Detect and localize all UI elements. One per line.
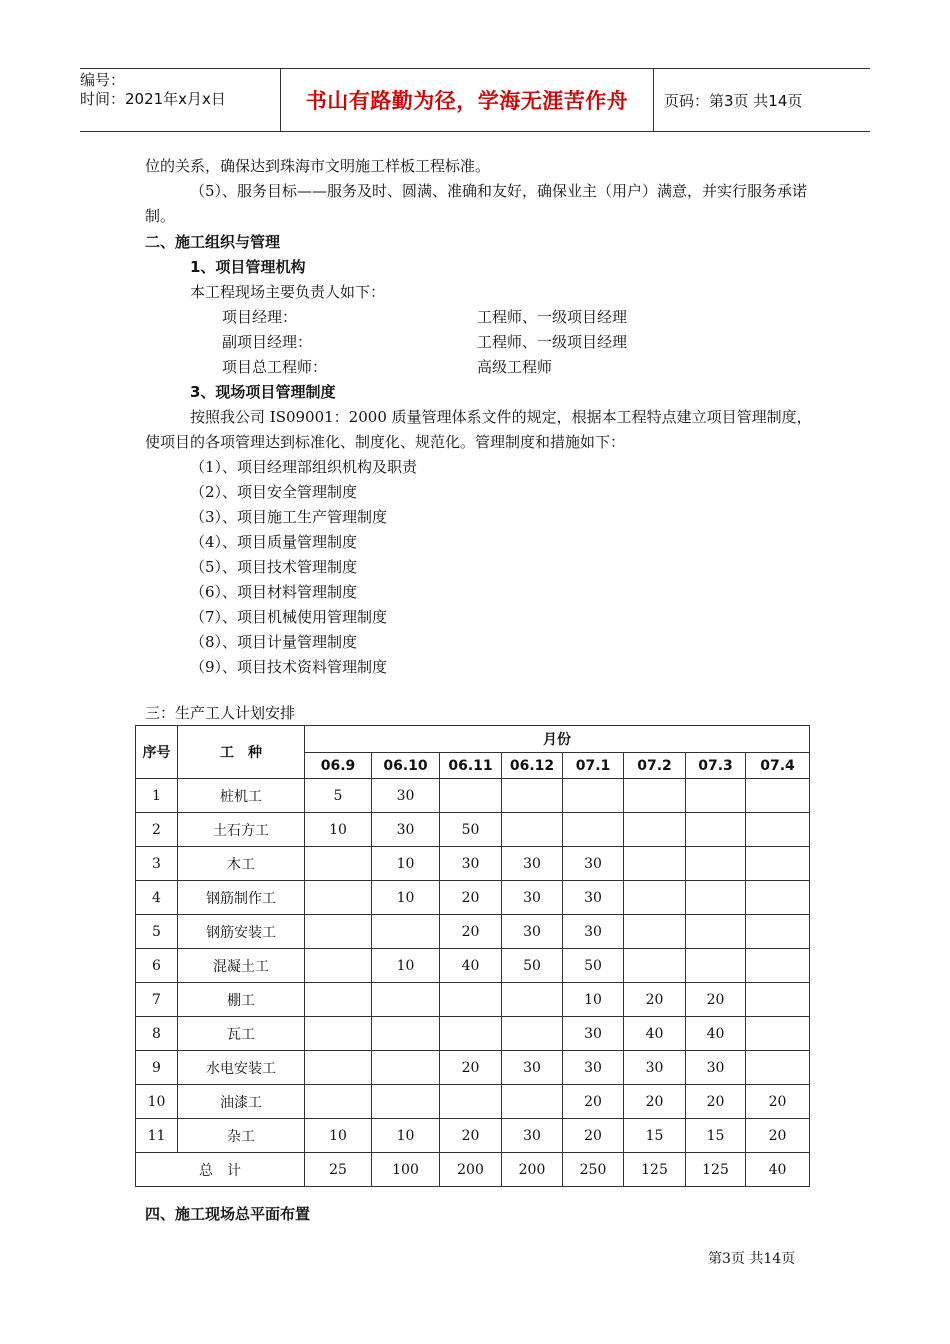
- count-cell: 40: [624, 1017, 686, 1051]
- count-cell: [746, 915, 810, 949]
- count-cell: [624, 813, 686, 847]
- header-motto: 书山有路勤为径，学海无涯苦作舟: [280, 69, 654, 131]
- count-cell: 30: [563, 915, 624, 949]
- count-cell: [686, 881, 746, 915]
- count-cell: [440, 779, 502, 813]
- count-cell: 30: [563, 1051, 624, 1085]
- count-cell: 10: [372, 847, 440, 881]
- count-cell: [624, 949, 686, 983]
- subsection-3-title: 3、现场项目管理制度: [190, 383, 336, 401]
- count-cell: [624, 915, 686, 949]
- count-cell: [305, 847, 372, 881]
- count-cell: [746, 779, 810, 813]
- row-number-cell: 11: [136, 1119, 178, 1153]
- staff-intro: 本工程现场主要负责人如下：: [190, 283, 386, 301]
- staff-role: 项目总工程师：: [222, 358, 328, 376]
- count-cell: [502, 1085, 563, 1119]
- header-type: 工 种: [178, 726, 305, 779]
- count-cell: [502, 779, 563, 813]
- month-cell: 06.10: [372, 753, 440, 779]
- worker-type-cell: 水电安装工: [178, 1051, 305, 1085]
- system-item: （7）、项目机械使用管理制度: [190, 608, 388, 626]
- table-body: [136, 779, 810, 1153]
- count-cell: [372, 983, 440, 1017]
- count-cell: [502, 1017, 563, 1051]
- month-cell: 07.1: [563, 753, 624, 779]
- staff-title: 高级工程师: [477, 358, 553, 376]
- worker-type-cell: 钢筋制作工: [178, 881, 305, 915]
- worker-type-cell: 钢筋安装工: [178, 915, 305, 949]
- header-number: 编号：: [80, 71, 126, 89]
- count-cell: [624, 847, 686, 881]
- body-line-1: 位的关系，确保达到珠海市文明施工样板工程标准。: [145, 157, 491, 175]
- count-cell: [563, 813, 624, 847]
- total-cell: 125: [686, 1153, 746, 1187]
- count-cell: [372, 1085, 440, 1119]
- staff-role: 项目经理：: [222, 308, 298, 326]
- staff-role: 副项目经理：: [222, 333, 313, 351]
- count-cell: 10: [372, 1119, 440, 1153]
- worker-type-cell: 杂工: [178, 1119, 305, 1153]
- count-cell: 30: [440, 847, 502, 881]
- total-cell: 250: [563, 1153, 624, 1187]
- count-cell: 20: [440, 881, 502, 915]
- system-item: （4）、项目质量管理制度: [190, 533, 358, 551]
- row-number-cell: 7: [136, 983, 178, 1017]
- system-item: （2）、项目安全管理制度: [190, 483, 358, 501]
- count-cell: [746, 847, 810, 881]
- count-cell: 20: [624, 983, 686, 1017]
- count-cell: 10: [563, 983, 624, 1017]
- count-cell: 20: [440, 915, 502, 949]
- system-item: （9）、项目技术资料管理制度: [190, 658, 388, 676]
- count-cell: 30: [502, 1051, 563, 1085]
- count-cell: 30: [372, 813, 440, 847]
- header-date: 时间：2021年x月x日: [80, 90, 226, 108]
- paragraph-line-2: 使项目的各项管理达到标准化、制度化、规范化。管理制度和措施如下：: [145, 433, 626, 451]
- count-cell: 40: [440, 949, 502, 983]
- count-cell: 30: [624, 1051, 686, 1085]
- total-cell: 100: [372, 1153, 440, 1187]
- body-line-3: 制。: [145, 207, 176, 225]
- body-line-2: （5）、服务目标——服务及时、圆满、准确和友好，确保业主（用户）满意，并实行服务承诺: [190, 182, 808, 200]
- count-cell: [440, 983, 502, 1017]
- count-cell: 20: [563, 1085, 624, 1119]
- subsection-1-title: 1、项目管理机构: [190, 258, 306, 276]
- count-cell: [686, 813, 746, 847]
- count-cell: [305, 1085, 372, 1119]
- count-cell: 30: [502, 915, 563, 949]
- row-number-cell: 10: [136, 1085, 178, 1119]
- header-page: 页码：第3页 共14页: [664, 91, 803, 110]
- count-cell: [746, 1051, 810, 1085]
- table-row: [136, 1017, 810, 1051]
- count-cell: 20: [440, 1051, 502, 1085]
- count-cell: 10: [372, 949, 440, 983]
- count-cell: 30: [372, 779, 440, 813]
- count-cell: 30: [563, 847, 624, 881]
- month-cell: 07.3: [686, 753, 746, 779]
- count-cell: [305, 1017, 372, 1051]
- month-cell: 06.9: [305, 753, 372, 779]
- count-cell: 10: [372, 881, 440, 915]
- count-cell: 20: [746, 1085, 810, 1119]
- row-number-cell: 8: [136, 1017, 178, 1051]
- staff-title: 工程师、一级项目经理: [477, 333, 628, 351]
- count-cell: [746, 983, 810, 1017]
- section-3-title: 三：生产工人计划安排: [145, 704, 296, 722]
- system-item: （6）、项目材料管理制度: [190, 583, 358, 601]
- header-month: 月份: [305, 726, 810, 753]
- worker-type-cell: 油漆工: [178, 1085, 305, 1119]
- count-cell: [305, 949, 372, 983]
- total-cell: 40: [746, 1153, 810, 1187]
- total-cell: 200: [502, 1153, 563, 1187]
- system-item: （8）、项目计量管理制度: [190, 633, 358, 651]
- count-cell: 5: [305, 779, 372, 813]
- count-cell: [440, 1017, 502, 1051]
- table-row: [136, 915, 810, 949]
- count-cell: 30: [502, 881, 563, 915]
- table-row: [136, 1085, 810, 1119]
- paragraph-line-1: 按照我公司 IS09001：2000 质量管理体系文件的规定，根据本工程特点建立项目管理制度，: [190, 408, 812, 426]
- count-cell: 20: [686, 983, 746, 1017]
- count-cell: 50: [563, 949, 624, 983]
- count-cell: [624, 779, 686, 813]
- count-cell: 15: [686, 1119, 746, 1153]
- system-item: （3）、项目施工生产管理制度: [190, 508, 388, 526]
- count-cell: [746, 949, 810, 983]
- worker-type-cell: 瓦工: [178, 1017, 305, 1051]
- count-cell: [746, 881, 810, 915]
- count-cell: [746, 813, 810, 847]
- count-cell: [624, 881, 686, 915]
- row-number-cell: 6: [136, 949, 178, 983]
- count-cell: [686, 949, 746, 983]
- table-row: [136, 881, 810, 915]
- header-no: 序号: [136, 726, 178, 779]
- count-cell: [372, 1017, 440, 1051]
- month-cell: 06.12: [502, 753, 563, 779]
- count-cell: [563, 779, 624, 813]
- count-cell: [502, 813, 563, 847]
- row-number-cell: 4: [136, 881, 178, 915]
- staff-title: 工程师、一级项目经理: [477, 308, 628, 326]
- row-number-cell: 9: [136, 1051, 178, 1085]
- count-cell: [305, 881, 372, 915]
- header-meta: [80, 69, 280, 131]
- worker-type-cell: 棚工: [178, 983, 305, 1017]
- count-cell: 30: [502, 847, 563, 881]
- count-cell: [686, 847, 746, 881]
- count-cell: 50: [440, 813, 502, 847]
- table-row: [136, 1119, 810, 1153]
- count-cell: 20: [624, 1085, 686, 1119]
- count-cell: 30: [686, 1051, 746, 1085]
- total-cell: 125: [624, 1153, 686, 1187]
- table-row: [136, 847, 810, 881]
- count-cell: 20: [563, 1119, 624, 1153]
- section-4-title: 四、施工现场总平面布置: [145, 1205, 311, 1223]
- count-cell: 15: [624, 1119, 686, 1153]
- count-cell: 20: [686, 1085, 746, 1119]
- count-cell: [502, 983, 563, 1017]
- month-cell: 07.2: [624, 753, 686, 779]
- total-cell: 25: [305, 1153, 372, 1187]
- worker-type-cell: 土石方工: [178, 813, 305, 847]
- table-row: [136, 983, 810, 1017]
- month-cell: 07.4: [746, 753, 810, 779]
- table-row: [136, 1051, 810, 1085]
- count-cell: 20: [440, 1119, 502, 1153]
- count-cell: [305, 1051, 372, 1085]
- count-cell: [372, 915, 440, 949]
- count-cell: 30: [563, 1017, 624, 1051]
- count-cell: 10: [305, 813, 372, 847]
- row-number-cell: 5: [136, 915, 178, 949]
- total-label: 总 计: [136, 1153, 305, 1187]
- count-cell: [686, 915, 746, 949]
- worker-type-cell: 桩机工: [178, 779, 305, 813]
- count-cell: [305, 983, 372, 1017]
- workforce-table: [135, 725, 810, 1187]
- section-2-title: 二、施工组织与管理: [145, 233, 281, 251]
- count-cell: 30: [502, 1119, 563, 1153]
- count-cell: [372, 1051, 440, 1085]
- count-cell: 10: [305, 1119, 372, 1153]
- table-row: [136, 949, 810, 983]
- table-total-row: [136, 1153, 810, 1187]
- worker-type-cell: 混凝土工: [178, 949, 305, 983]
- page-footer: 第3页 共14页: [708, 1251, 796, 1267]
- count-cell: [746, 1017, 810, 1051]
- table-row: [136, 779, 810, 813]
- month-cell: 06.11: [440, 753, 502, 779]
- worker-type-cell: 木工: [178, 847, 305, 881]
- count-cell: [440, 1085, 502, 1119]
- row-number-cell: 2: [136, 813, 178, 847]
- count-cell: 30: [563, 881, 624, 915]
- system-item: （1）、项目经理部组织机构及职责: [190, 458, 418, 476]
- table-header-row: [136, 726, 810, 753]
- row-number-cell: 3: [136, 847, 178, 881]
- count-cell: 50: [502, 949, 563, 983]
- system-item: （5）、项目技术管理制度: [190, 558, 358, 576]
- row-number-cell: 1: [136, 779, 178, 813]
- page-header: [80, 68, 870, 132]
- count-cell: 40: [686, 1017, 746, 1051]
- total-cell: 200: [440, 1153, 502, 1187]
- table-row: [136, 813, 810, 847]
- count-cell: [686, 779, 746, 813]
- count-cell: 20: [746, 1119, 810, 1153]
- count-cell: [305, 915, 372, 949]
